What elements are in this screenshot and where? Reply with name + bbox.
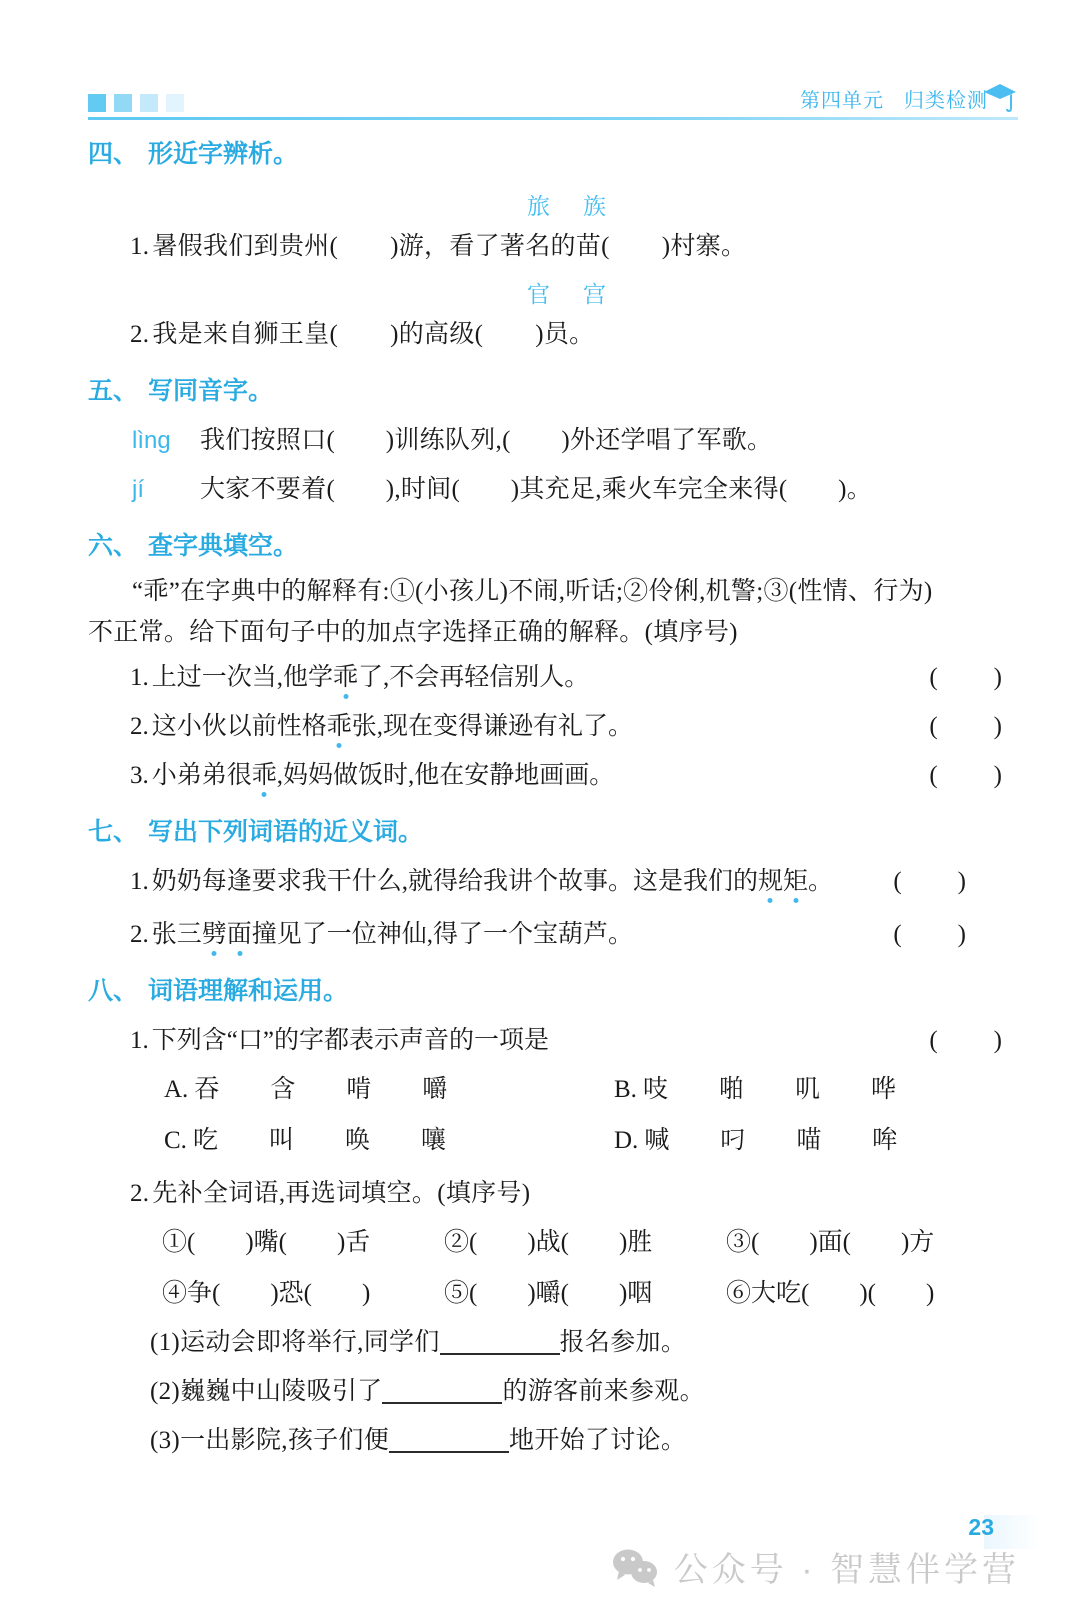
hint-char-a: 官 [527, 282, 553, 307]
question-text-part2: )的高级( [390, 321, 484, 348]
question-text: 下列含“口”的字都表示声音的一项是 [151, 1027, 549, 1054]
square-2-icon [114, 94, 132, 112]
word-item-4[interactable]: ④争( )恐( ) [162, 1280, 371, 1307]
square-4-icon [166, 94, 184, 112]
question-number: 1. [130, 868, 149, 895]
fill-number: (1) [150, 1329, 181, 1356]
word-completion-grid [88, 1230, 1018, 1306]
answer-parens[interactable]: ( ) [893, 921, 966, 948]
word-item-6[interactable]: ⑥大吃( )( ) [726, 1280, 935, 1307]
choice-char: 叼 [720, 1127, 746, 1154]
fill-text-pre: 巍巍中山陵吸引了 [180, 1378, 383, 1405]
section-number-8: 八、 [88, 977, 139, 1005]
emphasized-char: 乖 [333, 664, 359, 691]
choice-char: 唤 [344, 1127, 370, 1154]
fill-text-post: 报名参加。 [559, 1329, 687, 1356]
section-title-6: 查字典填空。 [148, 532, 299, 560]
page-header [88, 84, 1018, 126]
worksheet-content [88, 126, 1018, 1453]
hint-pair-1 [88, 195, 1018, 218]
question-4-1 [88, 234, 1018, 259]
header-title [800, 84, 988, 113]
header-divider [88, 117, 1018, 120]
section-number-7: 七、 [88, 818, 139, 846]
choice-char: 啪 [718, 1076, 744, 1103]
question-4-2 [88, 322, 1018, 347]
choice-char: 哞 [872, 1127, 898, 1154]
choice-grid [88, 1077, 1018, 1153]
question-7-2 [88, 922, 1018, 947]
choice-char: 喵 [796, 1127, 822, 1154]
fill-text-post: 地开始了讨论。 [509, 1427, 687, 1454]
question-text-pre: 这小伙以前性格 [151, 713, 327, 740]
section-number-4: 四、 [88, 140, 139, 168]
hint-char-a: 旅 [527, 194, 553, 219]
question-number: 2. [130, 713, 149, 740]
choice-char: 喊 [644, 1127, 670, 1154]
word-item-5[interactable]: ⑤( )嚼( )咽 [444, 1280, 653, 1307]
question-text-part3: )村寨。 [661, 233, 747, 260]
answer-parens[interactable]: ( ) [929, 1027, 1002, 1054]
emphasized-word: 劈面 [201, 921, 252, 948]
dictionary-definitions-line2: 不正常。给下面句子中的加点字选择正确的解释。(填序号) [88, 619, 738, 646]
question-number: 2. [130, 1180, 150, 1207]
pinyin-label: jí [132, 476, 144, 503]
section-number-6: 六、 [88, 532, 139, 560]
question-6-2 [88, 714, 1018, 739]
section-heading-8 [88, 979, 1018, 1004]
question-number: 2. [130, 321, 150, 348]
word-item-1[interactable]: ①( )嘴( )舌 [162, 1229, 371, 1256]
fill-blank[interactable] [389, 1451, 509, 1453]
question-number: 1. [130, 233, 150, 260]
question-text: 先补全词语,再选词填空。(填序号) [152, 1180, 531, 1207]
exam-type-label: 归类检测 [904, 90, 988, 112]
question-text-part1: 我是来自狮王皇( [152, 321, 339, 348]
fill-text-pre: 一出影院,孩子们便 [180, 1427, 390, 1454]
choice-label: A. [164, 1076, 189, 1103]
question-text: 我们按照口( )训练队列,( )外还学唱了军歌。 [200, 427, 773, 454]
watermark-text: 公众号 · 智慧伴学营 [673, 1551, 1020, 1589]
fill-sentence-3 [88, 1428, 1018, 1453]
choice-char: 哗 [870, 1076, 896, 1103]
question-text-post: 撞见了一位神仙,得了一个宝葫芦。 [251, 921, 634, 948]
choice-option-b[interactable] [614, 1077, 1018, 1102]
question-text-part2: )游，看了著名的苗( [390, 233, 610, 260]
section-heading-4 [88, 142, 1018, 167]
question-number: 1. [130, 664, 149, 691]
fill-text-post: 的游客前来参观。 [502, 1378, 705, 1405]
choice-option-a[interactable] [164, 1077, 614, 1102]
decorative-squares [88, 94, 184, 112]
question-6-1 [88, 665, 1018, 690]
question-text-part3: )员。 [535, 321, 595, 348]
choice-char: 啃 [346, 1076, 372, 1103]
question-7-1 [88, 869, 1018, 894]
choice-char: 含 [270, 1076, 296, 1103]
word-item-3[interactable]: ③( )面( )方 [726, 1229, 935, 1256]
answer-parens[interactable]: ( ) [929, 762, 1002, 789]
question-text: 大家不要着( ),时间( )其充足,乘火车完全来得( )。 [200, 476, 873, 503]
watermark [612, 1542, 1020, 1591]
choice-char: 吃 [192, 1127, 218, 1154]
section-number-5: 五、 [88, 377, 139, 405]
square-1-icon [88, 94, 106, 112]
square-3-icon [140, 94, 158, 112]
choice-char: 叫 [268, 1127, 294, 1154]
emphasized-char: 乖 [326, 713, 352, 740]
answer-parens[interactable]: ( ) [929, 664, 1002, 691]
question-6-3 [88, 763, 1018, 788]
emphasized-char: 乖 [251, 762, 277, 789]
page-number: 23 [968, 1514, 994, 1540]
question-text-part1: 暑假我们到贵州( [152, 233, 339, 260]
emphasized-word: 规矩 [758, 868, 809, 895]
section-heading-6 [88, 534, 1018, 559]
question-text-post: 张,现在变得谦逊有礼了。 [351, 713, 634, 740]
hint-char-b: 族 [583, 194, 609, 219]
question-text-post: 了,不会再轻信别人。 [358, 664, 590, 691]
question-text-post: ,妈妈做饭时,他在安静地画画。 [276, 762, 615, 789]
question-text-pre: 小弟弟很 [151, 762, 252, 789]
question-text-post: 。 [808, 868, 834, 895]
fill-blank[interactable] [440, 1353, 560, 1355]
choice-option-d[interactable] [614, 1128, 1018, 1153]
choice-char: 嚷 [420, 1127, 446, 1154]
answer-parens[interactable]: ( ) [929, 713, 1002, 740]
question-text-pre: 奶奶每逢要求我干什么,就得给我讲个故事。这是我们的 [151, 868, 759, 895]
choice-label: B. [614, 1076, 637, 1103]
question-8-1 [88, 1028, 1018, 1053]
hint-char-b: 宫 [583, 282, 609, 307]
fill-blank[interactable] [382, 1402, 502, 1404]
choice-char: 吞 [194, 1076, 220, 1103]
question-8-2 [88, 1181, 1018, 1206]
choice-char: 叽 [794, 1076, 820, 1103]
hint-pair-2 [88, 283, 1018, 306]
section-title-4: 形近字辨析。 [148, 140, 299, 168]
fill-text-pre: 运动会即将举行,同学们 [180, 1329, 440, 1356]
section-title-8: 词语理解和运用。 [148, 977, 349, 1005]
unit-label: 第四单元 [800, 90, 884, 112]
fill-number: (2) [150, 1378, 181, 1405]
choice-label: D. [614, 1127, 639, 1154]
choice-option-c[interactable] [164, 1128, 614, 1153]
section-heading-7 [88, 820, 1018, 845]
graduation-cap-icon [978, 78, 1018, 118]
question-text-pre: 上过一次当,他学 [151, 664, 334, 691]
question-number: 2. [130, 921, 149, 948]
question-5-1 [88, 428, 1018, 453]
worksheet-page [0, 84, 1080, 1599]
choice-char: 吱 [642, 1076, 668, 1103]
pinyin-label: lìng [132, 427, 171, 454]
question-number: 3. [130, 762, 149, 789]
wechat-icon [612, 1547, 658, 1587]
section-heading-5 [88, 379, 1018, 404]
section-title-7: 写出下列词语的近义词。 [148, 818, 424, 846]
section-title-5: 写同音字。 [148, 377, 274, 405]
question-text-pre: 张三 [151, 921, 202, 948]
answer-parens[interactable]: ( ) [893, 868, 966, 895]
word-item-2[interactable]: ②( )战( )胜 [444, 1229, 653, 1256]
question-number: 1. [130, 1027, 149, 1054]
question-5-2 [88, 477, 1018, 502]
fill-sentence-2 [88, 1379, 1018, 1404]
choice-char: 嚼 [422, 1076, 448, 1103]
choice-label: C. [164, 1127, 187, 1154]
fill-sentence-1 [88, 1330, 1018, 1355]
dictionary-definitions-line1: “乖”在字典中的解释有:①(小孩儿)不闹,听话;②伶俐,机警;③(性情、行为) [132, 578, 933, 605]
fill-number: (3) [150, 1427, 181, 1454]
